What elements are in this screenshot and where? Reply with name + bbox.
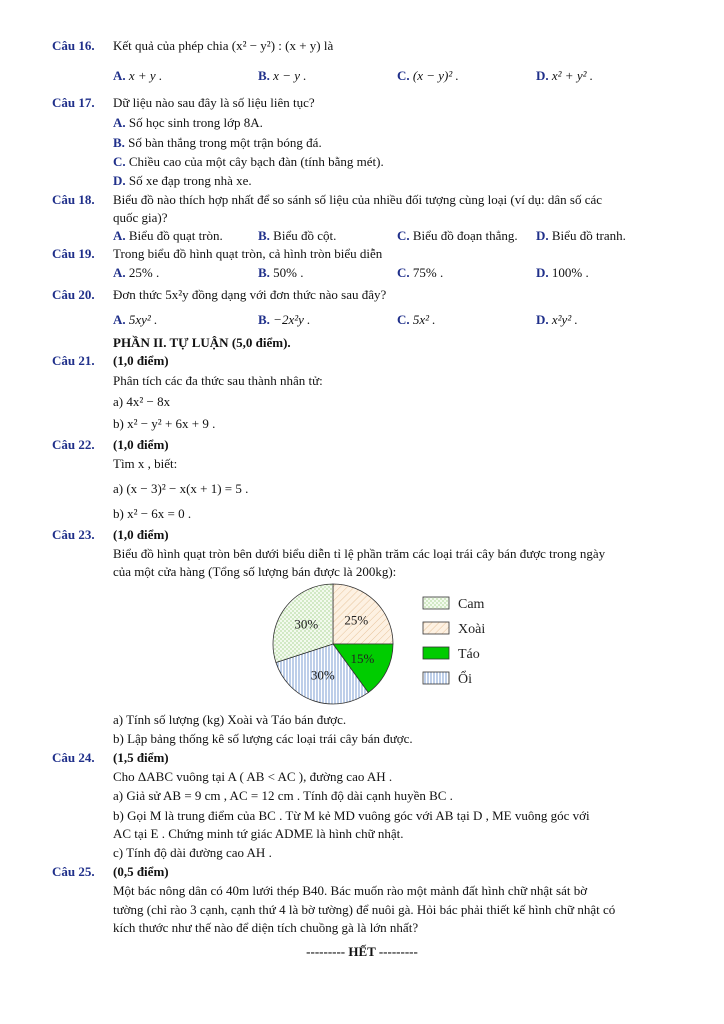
q18-option-b xyxy=(258,228,336,244)
q25-line1: Một bác nông dân có 40m lưới thép B40. Bác muốn rào một mảnh đất hình chữ nhật sát bờ xyxy=(113,883,588,898)
q24-stem: Cho ΔABC vuông tại A ( AB < AC ), đường cao AH . xyxy=(113,769,393,784)
q25-number: Câu 25. xyxy=(52,864,95,879)
end-marker: --------- HẾT --------- xyxy=(306,944,418,959)
q16-option-d xyxy=(536,68,593,84)
q17-stem: Dữ liệu nào sau đây là số liệu liên tục? xyxy=(113,95,315,110)
q21-points: (1,0 điểm) xyxy=(113,353,169,368)
q23-part-b: b) Lập bảng thống kê số lượng các loại trái cây bán được. xyxy=(113,731,413,746)
option-text: x + y . xyxy=(128,68,163,83)
option-text: Biểu đồ quạt tròn. xyxy=(128,228,223,243)
legend-swatch-ổi xyxy=(423,672,449,684)
q25-line3: kích thước như thế nào để diện tích chuồng gà là lớn nhất? xyxy=(113,920,419,935)
q17-option-a xyxy=(113,115,263,131)
q25-points: (0,5 điểm) xyxy=(113,864,169,879)
legend-swatch-táo xyxy=(423,647,449,659)
legend-label-xoài: Xoài xyxy=(458,622,486,637)
option-text: Biểu đồ cột. xyxy=(273,228,337,243)
option-letter: D. xyxy=(113,173,126,188)
option-text: x²y² . xyxy=(551,312,578,327)
option-letter: D. xyxy=(536,68,549,83)
q24-part-b-line1: b) Gọi M là trung điểm của BC . Từ M kẻ MD vuông góc với AB tại D , ME vuông góc với xyxy=(113,808,590,823)
q19-option-c xyxy=(397,265,443,281)
q24-number: Câu 24. xyxy=(52,750,95,765)
q22-part-b: b) x² − 6x = 0 . xyxy=(113,506,192,521)
option-letter: C. xyxy=(397,312,410,327)
option-text: −2x²y . xyxy=(273,312,311,327)
pie-label-táo: 15% xyxy=(350,651,375,666)
option-text: Chiều cao của một cây bạch đàn (tính bằng mét). xyxy=(128,154,384,169)
option-text: x − y . xyxy=(273,68,307,83)
option-text: 75% . xyxy=(412,265,444,280)
option-text: 25% . xyxy=(128,265,160,280)
option-letter: B. xyxy=(258,265,270,280)
q18-option-c xyxy=(397,228,518,244)
option-text: Số xe đạp trong nhà xe. xyxy=(128,173,252,188)
pie-label-cam: 30% xyxy=(294,616,319,632)
part2-heading: PHẦN II. TỰ LUẬN (5,0 điểm). xyxy=(113,335,291,350)
legend-swatch-xoài xyxy=(423,622,449,634)
option-letter: A. xyxy=(113,228,126,243)
option-letter: A. xyxy=(113,312,126,327)
q17-number: Câu 17. xyxy=(52,95,95,110)
q20-number: Câu 20. xyxy=(52,287,95,302)
q23-number: Câu 23. xyxy=(52,527,95,542)
option-letter: D. xyxy=(536,228,549,243)
q24-part-b-line2: AC tại E . Chứng minh tứ giác ADME là hình chữ nhật. xyxy=(113,826,404,841)
option-text: Biểu đồ tranh. xyxy=(551,228,626,243)
option-letter: B. xyxy=(113,135,125,150)
legend-label-cam: Cam xyxy=(458,597,485,612)
option-letter: B. xyxy=(258,228,270,243)
option-text: (x − y)² . xyxy=(412,68,459,83)
q19-option-d xyxy=(536,265,589,281)
option-letter: C. xyxy=(113,154,126,169)
q19-option-a xyxy=(113,265,159,281)
q22-points: (1,0 điểm) xyxy=(113,437,169,452)
legend-swatch-cam xyxy=(423,597,449,609)
q22-stem: Tìm x , biết: xyxy=(113,456,178,471)
q18-stem-line1: Biểu đồ nào thích hợp nhất để so sánh số liệu của nhiều đối tượng cùng loại (ví dụ: dân số các xyxy=(113,192,603,207)
option-letter: A. xyxy=(113,115,126,130)
option-text: 100% . xyxy=(551,265,589,280)
q19-option-b xyxy=(258,265,304,281)
option-text: 50% . xyxy=(273,265,304,280)
option-text: Biểu đồ đoạn thẳng. xyxy=(412,228,518,243)
q24-part-c: c) Tính độ dài đường cao AH . xyxy=(113,845,272,860)
legend-label-ổi: Ổi xyxy=(458,672,472,687)
q23-stem-line1: Biểu đồ hình quạt tròn bên dưới biểu diễn tỉ lệ phần trăm các loại trái cây bán được trong ngày xyxy=(113,546,606,561)
option-text: x² + y² . xyxy=(551,68,593,83)
option-letter: C. xyxy=(397,228,410,243)
q19-stem: Trong biểu đồ hình quạt tròn, cả hình tròn biểu diễn xyxy=(113,246,383,261)
q21-part-a: a) 4x² − 8x xyxy=(113,394,171,409)
q22-part-a: a) (x − 3)² − x(x + 1) = 5 . xyxy=(113,481,249,496)
q20-option-a xyxy=(113,312,157,328)
option-letter: D. xyxy=(536,312,549,327)
q21-stem: Phân tích các đa thức sau thành nhân tử: xyxy=(113,373,323,388)
option-letter: D. xyxy=(536,265,549,280)
q25-line2: tường (chỉ rào 3 cạnh, cạnh thứ 4 là bờ tường) để nuôi gà. Hỏi bác phải thiết kế hình chữ nhật có xyxy=(113,902,616,917)
option-letter: A. xyxy=(113,68,126,83)
q20-option-b xyxy=(258,312,310,328)
q23-points: (1,0 điểm) xyxy=(113,527,169,542)
pie-label-ổi: 30% xyxy=(310,667,335,683)
q20-option-c xyxy=(397,312,436,328)
q21-number: Câu 21. xyxy=(52,353,95,368)
option-letter: B. xyxy=(258,312,270,327)
option-text: 5x² . xyxy=(412,312,436,327)
q17-option-c xyxy=(113,154,384,170)
q23-stem-line2: của một cửa hàng (Tổng số lượng bán được là 200kg): xyxy=(113,564,397,579)
q18-stem-line2: quốc gia)? xyxy=(113,210,168,225)
legend-label-táo: Táo xyxy=(458,647,480,662)
option-text: 5xy² . xyxy=(128,312,158,327)
q22-number: Câu 22. xyxy=(52,437,95,452)
q23-part-a: a) Tính số lượng (kg) Xoài và Táo bán được. xyxy=(113,712,347,727)
q20-option-d xyxy=(536,312,578,328)
q24-points: (1,5 điểm) xyxy=(113,750,169,765)
option-letter: A. xyxy=(113,265,126,280)
pie-label-xoài: 25% xyxy=(344,612,369,628)
pie-chart xyxy=(262,580,512,710)
option-text: Số bàn thắng trong một trận bóng đá. xyxy=(128,135,322,150)
q20-stem: Đơn thức 5x²y đồng dạng với đơn thức nào sau đây? xyxy=(113,287,387,302)
q24-part-a: a) Giả sử AB = 9 cm , AC = 12 cm . Tính độ dài cạnh huyền BC . xyxy=(113,788,453,803)
q19-number: Câu 19. xyxy=(52,246,95,261)
q16-stem: Kết quả của phép chia (x² − y²) : (x + y) là xyxy=(113,38,334,53)
q16-option-b xyxy=(258,68,306,84)
option-letter: B. xyxy=(258,68,270,83)
option-text: Số học sinh trong lớp 8A. xyxy=(128,115,263,130)
q18-option-d xyxy=(536,228,626,244)
q16-option-a xyxy=(113,68,162,84)
q18-number: Câu 18. xyxy=(52,192,95,207)
q17-option-b xyxy=(113,135,322,151)
q16-number: Câu 16. xyxy=(52,38,95,53)
q21-part-b: b) x² − y² + 6x + 9 . xyxy=(113,416,216,431)
option-letter: C. xyxy=(397,265,410,280)
q17-option-d xyxy=(113,173,252,189)
q16-option-c xyxy=(397,68,459,84)
option-letter: C. xyxy=(397,68,410,83)
q18-option-a xyxy=(113,228,223,244)
